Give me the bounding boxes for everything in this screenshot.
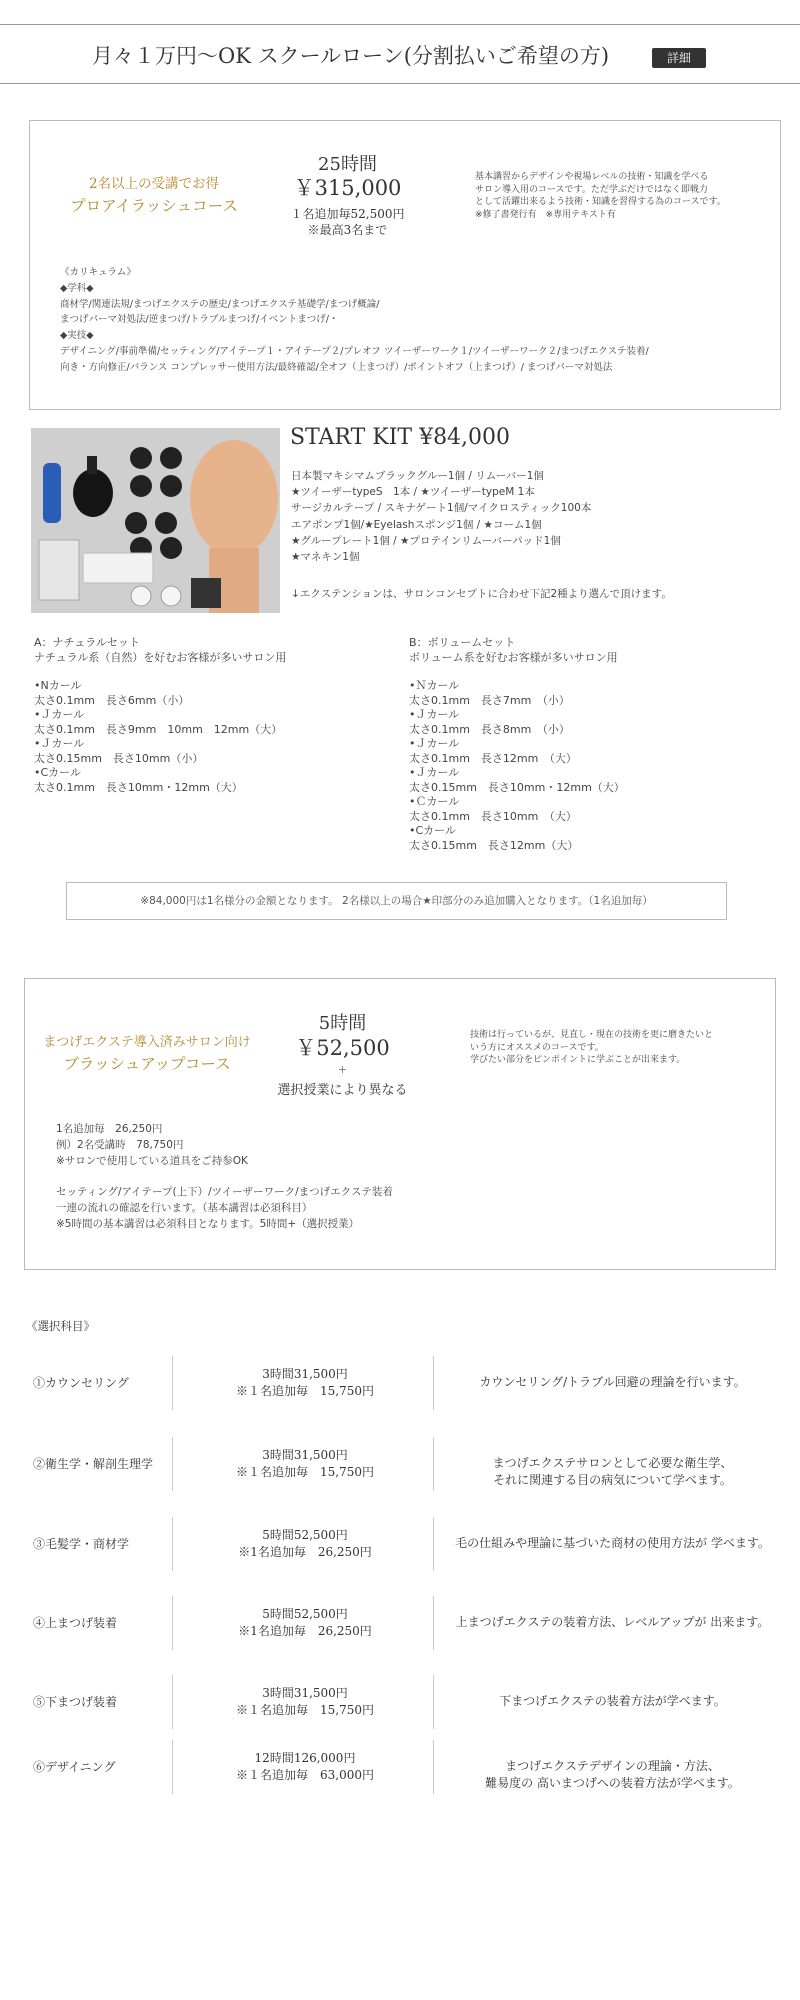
set-line: 太さ0.1mm 長さ7mm （小） [409,693,570,707]
curriculum-line: 商材学/関連法規/まつげエクステの歴史/まつげエクステ基礎学/まつげ概論/ [60,298,380,310]
description-line: 基本講習からデザインや視場レベルの技術・知識を学べる [475,172,709,182]
elective-price-extra: ※１名追加毎 15,750円 [236,1703,374,1717]
set-line: •Ｊカール [34,708,85,721]
set-line: •Ｊカール [409,766,460,779]
kit-item: 日本製マキシマムブラックグルー1個 / リムーバー1個 [291,470,544,482]
kit-item: ★グループレート1個 / ★プロテインリムーバーパッド1個 [291,534,561,547]
elective-description [440,1614,785,1631]
detail-line: セッティング/アイテープ(上下）/ツイーザーワーク/まつげエクステ装着 [56,1186,393,1199]
column-divider [433,1675,434,1729]
kit-item: ★ツイーザーtypeS 1本 / ★ツイーザーtypeM 1本 [291,486,535,499]
pro-course-name: プロアイラッシュコース [70,197,238,215]
curriculum-line: ◆実技◆ [60,330,94,342]
elective-price [190,1685,420,1719]
elective-description [440,1455,785,1489]
pro-course-limit: ※最高3名まで [307,223,388,237]
elective-price-extra: ※1名追加毎 26,250円 [238,1624,372,1638]
set-line: 太さ0.1mm 長さ8mm （小） [409,722,570,736]
detail-line: 1名追加毎 26,250円 [56,1123,163,1135]
column-divider [172,1740,173,1794]
elective-price [190,1606,420,1640]
start-kit-note: ↓エクステンションは、サロンコンセプトに合わせ下記2種より選んで頂けます。 [291,588,672,600]
set-line: 太さ0.15mm 長さ10mm（小） [34,751,204,765]
elective-label: ①カウンセリング [33,1376,129,1390]
column-divider [433,1596,434,1650]
column-divider [172,1675,173,1729]
set-line: 太さ0.1mm 長さ10mm （大） [409,809,577,823]
elective-label: ④上まつげ装着 [33,1616,118,1630]
curriculum [60,265,775,376]
elective-desc-line: 上まつげエクステの装着方法、レベルアップが 出来ます。 [455,1615,770,1629]
elective-price-main: 3時間31,500円 [262,1367,348,1381]
curriculum-line: ◆学科◆ [60,282,94,294]
elective-price-extra: ※１名追加毎 63,000円 [236,1768,374,1782]
pro-course-price: ￥315,000 [293,176,402,200]
elective-price [190,1447,420,1481]
elective-desc-line: それに関連する目の病気について学べます。 [493,1473,732,1487]
set-line: 太さ0.1mm 長さ9mm 10mm 12mm（大） [34,722,283,736]
elective-description [440,1374,785,1391]
elective-label: ⑤下まつげ装着 [33,1695,118,1709]
kit-item: エアポンプ1個/★Eyelashスポンジ1個 / ★コーム1個 [291,518,542,531]
set-line: 太さ0.15mm 長さ10mm・12mm（大） [409,780,625,794]
set-title: B：ボリュームセット [409,636,516,649]
elective-price-main: 3時間31,500円 [262,1448,348,1462]
curriculum-line: 向き・方向修正/バランス コンプレッサー使用方法/最終確認/全オフ（上まつげ）/ポイントオフ（上まつげ）/ まつげパーマ対処法 [60,361,613,373]
elective-desc-line: 難易度の 高いまつげへの装着方法が学べます。 [485,1776,740,1790]
elective-description [440,1693,785,1710]
elective-price-extra: ※１名追加毎 15,750円 [236,1465,374,1479]
pro-course-extra: １名追加毎52,500円 [290,207,405,221]
kit-illustration [31,428,280,613]
elective-price [190,1527,420,1561]
page-title: 月々１万円〜OK スクールローン(分割払いご希望の方) [92,44,610,68]
kit-item: ★マネキン1個 [291,551,360,564]
set-title: A：ナチュラルセット [34,636,140,649]
set-line: 太さ0.1mm 長さ12mm （大） [409,751,577,765]
start-kit-items [291,468,771,565]
elective-price-extra: ※1名追加毎 26,250円 [238,1545,372,1559]
set-line: •Cカール [34,766,81,779]
set-line: •Ｃカール [409,795,460,808]
elective-price [190,1366,420,1400]
set-subtitle: ボリューム系を好むお客様が多いサロン用 [409,650,618,664]
set-line: •Ｊカール [409,737,460,750]
detail-line: ※5時間の基本講習は必須科目となります。5時間+（選択授業） [56,1217,360,1230]
elective-desc-line: まつげエクステサロンとして必要な衛生学、 [492,1456,733,1470]
column-divider [172,1517,173,1571]
column-divider [172,1356,173,1410]
pro-course-hours: 25時間 [318,154,377,175]
set-line: •Nカール [34,679,82,692]
curriculum-line: デザイニング/事前準備/セッティング/アイテープ１・アイテープ２/プレオフ ツイーザーワーク１/ツイーザーワーク２/まつげエクステ装着/ [60,345,649,357]
description-line: いう方にオススメのコースです。 [470,1042,604,1053]
description-line: 技術は行っているが、見直し・現在の技術を更に磨きたいと [470,1030,714,1040]
kit-item: サージカルテープ / スキナゲート1個/マイクロスティック100本 [291,502,592,515]
detail-line: 例）2名受講時 78,750円 [56,1138,184,1151]
electives-heading: 《選択科目》 [26,1319,95,1333]
detail-line: 一連の流れの確認を行います。（基本講習は必須科目） [56,1201,313,1214]
elective-desc-line: 毛の仕組みや理論に基づいた商材の使用方法が 学べます。 [455,1536,770,1550]
elective-price [190,1750,420,1784]
set-line: •Cカール [409,824,456,837]
elective-desc-line: 下まつげエクステの装着方法が学べます。 [499,1694,726,1708]
elective-desc-line: カウンセリング/トラブル回避の理論を行います。 [479,1375,746,1389]
elective-price-main: 12時間126,000円 [254,1751,356,1765]
description-line: 学びたい部分をピンポイントに学ぶことが出来ます。 [470,1055,686,1065]
brushup-course-hours: 5時間 [318,1013,367,1034]
elective-desc-line: まつげエクステデザインの理論・方法、 [505,1759,720,1773]
set-line: •Ｊカール [34,737,85,750]
brushup-course-details [56,1122,756,1233]
elective-label: ⑥デザイニング [33,1760,116,1774]
start-kit-photo [31,428,280,613]
elective-price-main: 5時間52,500円 [262,1528,348,1542]
column-divider [433,1740,434,1794]
column-divider [172,1437,173,1491]
brushup-course-name: ブラッシュアップコース [63,1055,231,1073]
brushup-course-price: ￥52,500 [295,1036,390,1060]
detail-line: ※サロンで使用している道具をご持参OK [56,1154,248,1167]
set-line: •Ｎカール [409,679,460,692]
brushup-course-plus: + [337,1063,348,1076]
brushup-course-tag: まつげエクステ導入済みサロン向け [43,1035,251,1050]
column-divider [433,1356,434,1410]
elective-label: ③毛髪学・商材学 [33,1537,130,1551]
curriculum-line: まつげパーマ対処法/逆まつげ/トラブルまつげ/イベントまつげ/・ [60,314,339,326]
kit-notice: ※84,000円は1名様分の金額となります。 2名様以上の場合★印部分のみ追加購入となります。（1名追加毎） [66,882,727,920]
column-divider [433,1437,434,1491]
description-line: ※修了書発行有 ※専用テキスト有 [475,209,616,220]
set-line: 太さ0.15mm 長さ12mm（大） [409,838,579,852]
elective-price-extra: ※１名追加毎 15,750円 [236,1384,374,1398]
set-line: 太さ0.1mm 長さ10mm・12mm（大） [34,780,243,794]
column-divider [172,1596,173,1650]
elective-description [440,1758,785,1792]
detail-button[interactable]: 詳細 [652,48,706,68]
elective-price-main: 3時間31,500円 [262,1686,348,1700]
volume-set [409,636,769,853]
natural-set [34,636,374,795]
pro-course-description [475,171,775,221]
set-line: 太さ0.1mm 長さ6mm（小） [34,693,190,707]
description-line: サロン導入用のコースです。ただ学ぶだけではなく即戦力 [475,184,708,195]
curriculum-heading: 《カリキュラム》 [60,267,136,278]
elective-price-main: 5時間52,500円 [262,1607,348,1621]
pro-course-tag: 2名以上の受講でお得 [88,176,220,192]
elective-label: ②衛生学・解剖生理学 [33,1457,154,1471]
column-divider [433,1517,434,1571]
start-kit-title: START KIT ¥84,000 [290,425,511,450]
description-line: として活躍出来るよう技術・知識を習得する為のコースです。 [475,197,726,207]
elective-description [440,1535,785,1552]
brushup-course-variable: 選択授業により異なる [277,1083,408,1098]
brushup-course-description [470,1029,770,1067]
set-subtitle: ナチュラル系（自然）を好むお客様が多いサロン用 [34,650,287,664]
set-line: •Ｊカール [409,708,460,721]
